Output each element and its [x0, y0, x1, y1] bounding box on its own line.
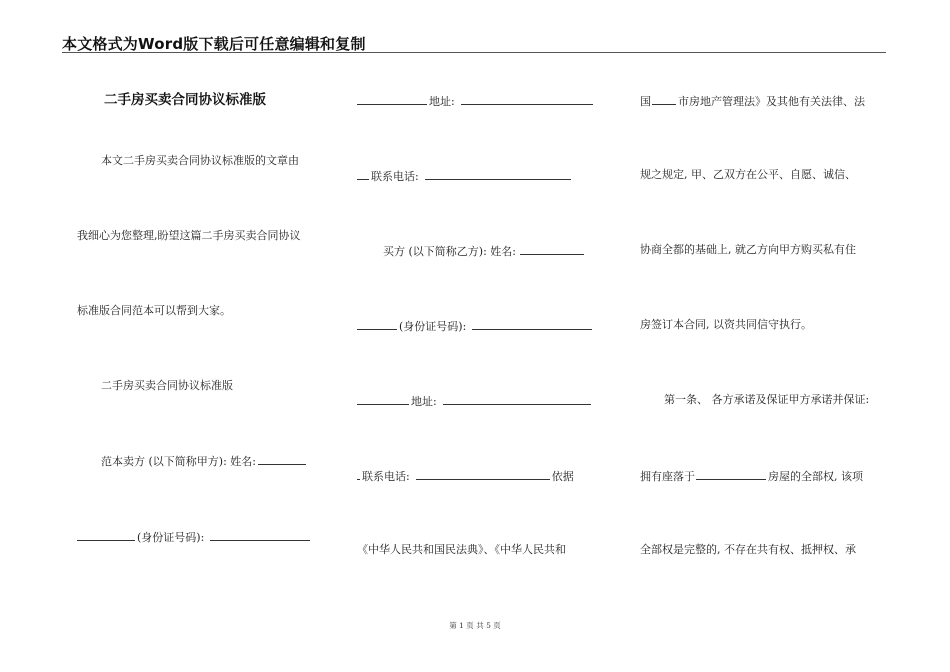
- buyer-address-label: 地址:: [411, 395, 437, 408]
- buyer-phone-suffix: 依据: [551, 470, 574, 483]
- buyer-name-label: 买方 (以下简称乙方): 姓名:: [383, 245, 516, 258]
- buyer-name-row: [383, 243, 586, 259]
- body-line-2: 规之规定, 甲、乙双方在公平、自愿、诚信、: [640, 168, 856, 181]
- seller-address-label: 地址:: [429, 95, 455, 108]
- intro-line-2: 我细心为您整理,盼望这篇二手房买卖合同协议: [77, 229, 301, 242]
- buyer-id-prefix-blank: [357, 318, 397, 330]
- buyer-address-blank: [443, 393, 591, 405]
- property-location-suffix: 房屋的全部权, 该项: [768, 470, 863, 483]
- intro-line-3: 标准版合同范本可以帮到大家。: [77, 304, 231, 317]
- city-blank: [652, 93, 676, 105]
- seller-name-label: 范本卖方 (以下简称甲方): 姓名:: [101, 455, 256, 468]
- buyer-id-row: [357, 318, 594, 334]
- seller-id-label: (身份证号码):: [137, 531, 205, 544]
- buyer-name-blank: [520, 243, 584, 255]
- page-number: 第 1 页 共 5 页: [449, 621, 501, 630]
- buyer-id-label: (身份证号码):: [399, 320, 467, 333]
- seller-phone-label: 联系电话:: [371, 170, 419, 183]
- seller-address-blank: [461, 93, 593, 105]
- seller-phone-blank: [425, 168, 571, 180]
- seller-id-prefix-blank: [77, 529, 135, 541]
- seller-id-row: [77, 529, 312, 545]
- seller-id-blank: [210, 529, 310, 541]
- buyer-address-row: [357, 393, 593, 409]
- seller-phone-prefix-blank: [357, 168, 369, 180]
- banner-divider: [62, 52, 886, 53]
- article-one-heading: 第一条、 各方承诺及保证甲方承诺并保证:: [664, 393, 870, 406]
- law-continuation-prefix: 国: [640, 95, 651, 108]
- seller-address-row: [357, 93, 595, 109]
- document-title: 二手房买卖合同协议标准版: [104, 92, 266, 108]
- buyer-phone-row: [357, 468, 574, 484]
- seller-phone-row: [357, 168, 573, 184]
- body-line-7: 全部权是完整的, 不存在共有权、抵押权、承: [640, 543, 856, 556]
- seller-name-row: [101, 453, 308, 469]
- download-banner: 本文格式为Word版下载后可任意编辑和复制: [62, 35, 366, 53]
- body-line-3: 协商全都的基础上, 就乙方向甲方购买私有住: [640, 243, 856, 256]
- buyer-address-prefix-blank: [357, 393, 409, 405]
- law-continuation-suffix: 市房地产管理法》及其他有关法律、法: [678, 95, 865, 108]
- seller-address-prefix-blank: [357, 93, 427, 105]
- buyer-id-blank: [472, 318, 592, 330]
- section-subtitle: 二手房买卖合同协议标准版: [101, 379, 233, 392]
- intro-line-1: 本文二手房买卖合同协议标准版的文章由: [101, 154, 299, 167]
- buyer-phone-label: 联系电话:: [362, 470, 410, 483]
- law-reference-line: 《中华人民共和国民法典》、《中华人民共和: [357, 543, 566, 556]
- property-location-blank: [696, 468, 766, 480]
- property-location-prefix: 拥有座落于: [640, 470, 695, 483]
- buyer-phone-blank: [416, 468, 550, 480]
- property-location-row: [640, 468, 863, 484]
- body-line-4: 房签订本合同, 以资共同信守执行。: [640, 318, 812, 331]
- buyer-phone-prefix-blank: [357, 468, 360, 480]
- seller-name-blank: [258, 453, 306, 465]
- law-continuation-row: [640, 93, 865, 109]
